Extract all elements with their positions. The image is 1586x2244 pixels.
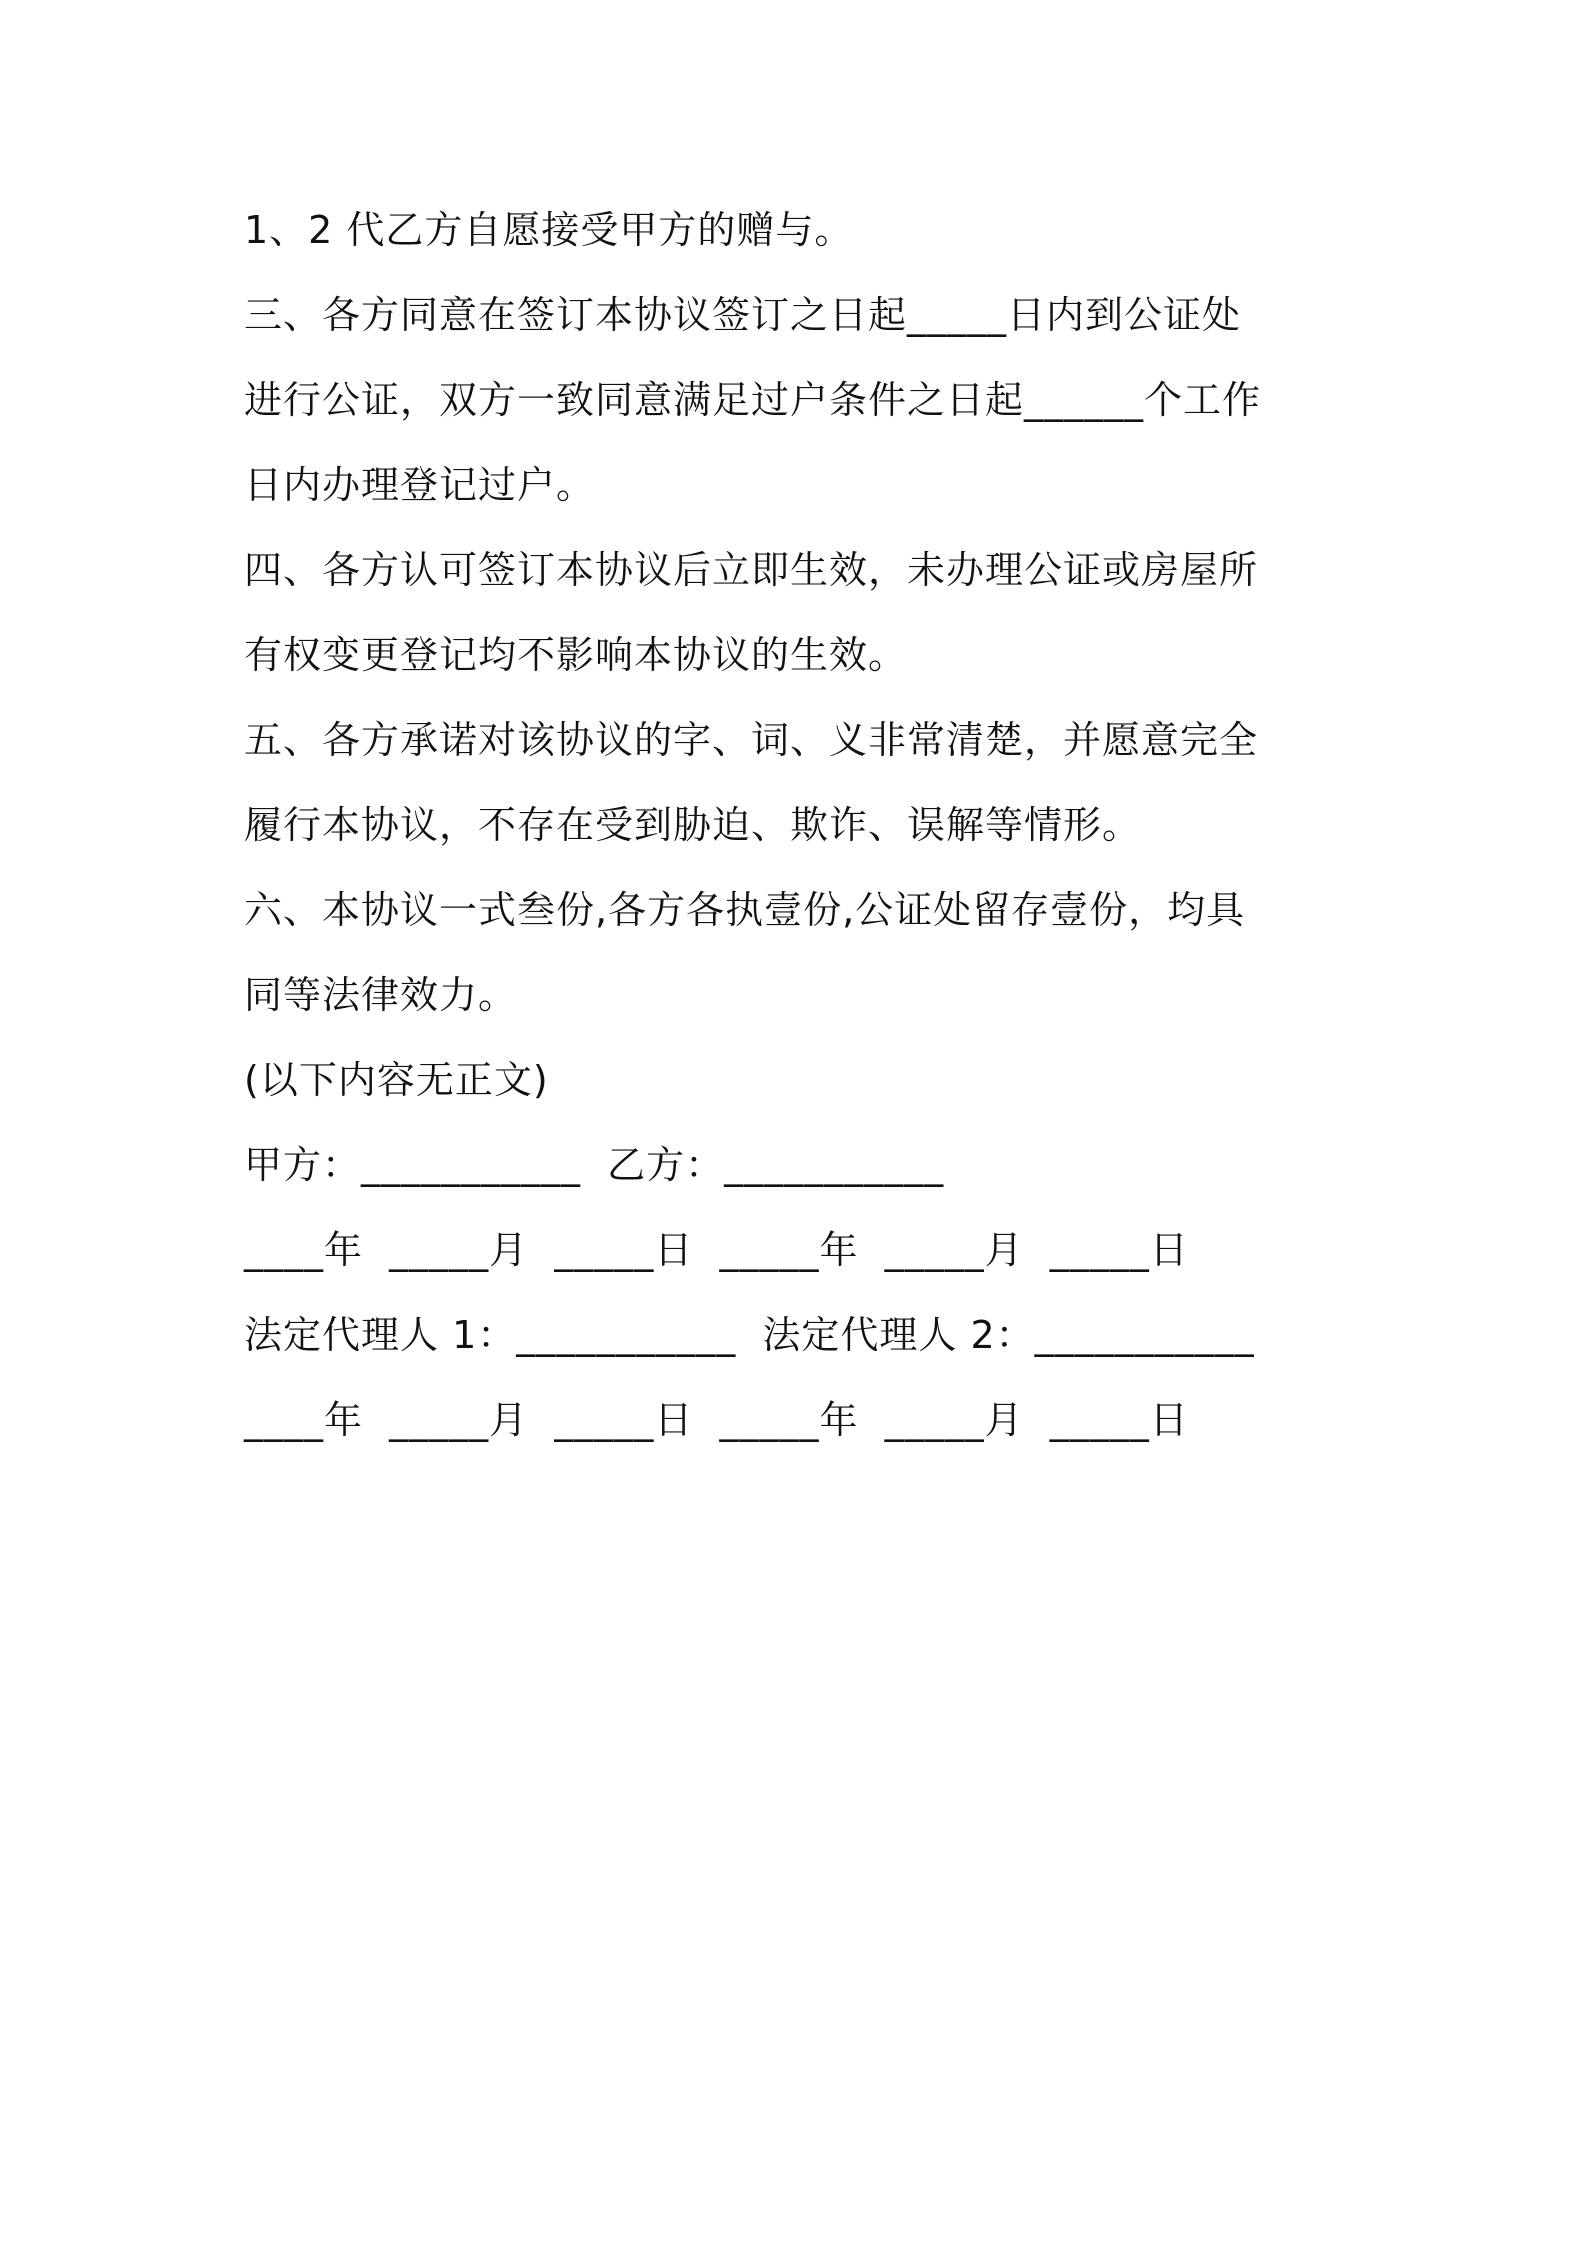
agent-date-line: ____年 _____月 _____日 _____年 _____月 _____日	[244, 1398, 1189, 1442]
agreement-text	[244, 196, 1364, 1471]
clause-six-line-2: 同等法律效力。	[244, 973, 518, 1017]
agent-signature-line: 法定代理人 1：___________ 法定代理人 2：___________	[244, 1313, 1255, 1357]
clause-six-line-1: 六、本协议一式叁份,各方各执壹份,公证处留存壹份，均具	[244, 888, 1246, 932]
clause-gift-acceptance: 1、2 代乙方自愿接受甲方的赠与。	[244, 208, 854, 252]
clause-three-line-3: 日内办理登记过户。	[244, 463, 596, 507]
party-date-line: ____年 _____月 _____日 _____年 _____月 _____日	[244, 1228, 1189, 1272]
clause-five-line-1: 五、各方承诺对该协议的字、词、义非常清楚，并愿意完全	[244, 718, 1259, 762]
clause-four-line-1: 四、各方认可签订本协议后立即生效，未办理公证或房屋所	[244, 548, 1259, 592]
no-text-below-note: (以下内容无正文)	[244, 1058, 549, 1102]
clause-five-line-2: 履行本协议，不存在受到胁迫、欺诈、误解等情形。	[244, 803, 1142, 847]
party-signature-line: 甲方：___________ 乙方：___________	[244, 1143, 945, 1187]
clause-three-line-2: 进行公证，双方一致同意满足过户条件之日起______个工作	[244, 378, 1262, 422]
clause-three-line-1: 三、各方同意在签订本协议签订之日起_____日内到公证处	[244, 293, 1242, 337]
clause-four-line-2: 有权变更登记均不影响本协议的生效。	[244, 633, 908, 677]
